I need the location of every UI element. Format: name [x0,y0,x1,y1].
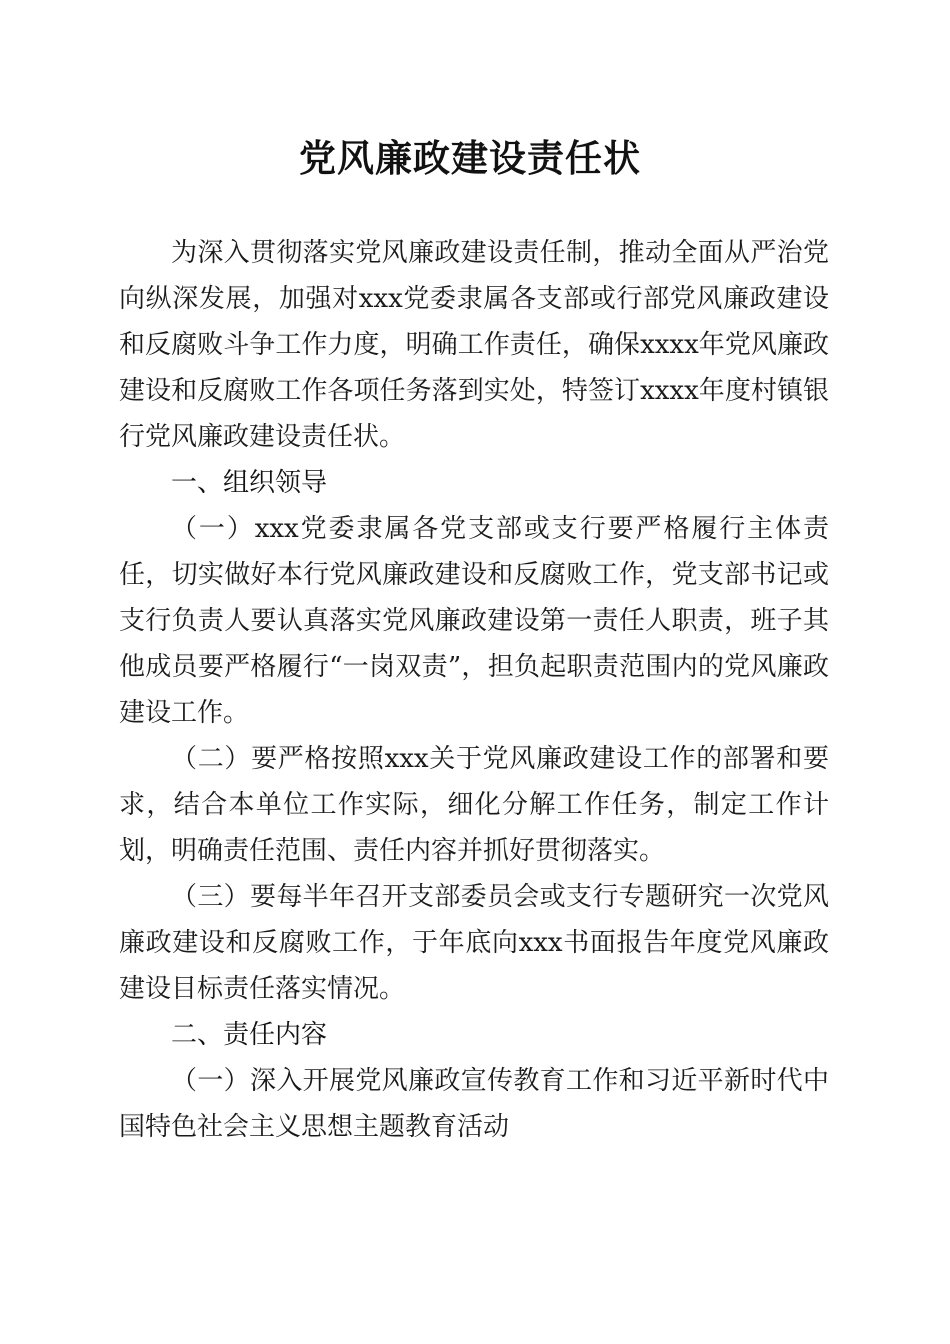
paragraph-item-3: （三）要每半年召开支部委员会或支行专题研究一次党风廉政建设和反腐败工作，于年底向xxx书面报告年度党风廉政建设目标责任落实情况。 [119,882,829,1004]
paragraph-item-2: （二）要严格按照xxx关于党风廉政建设工作的部署和要求，结合本单位工作实际，细化分解工作任务，制定工作计划，明确责任范围、责任内容并抓好贯彻落实。 [119,744,829,866]
paragraph-item-4: （一）深入开展党风廉政宣传教育工作和习近平新时代中国特色社会主义思想主题教育活动 [119,1066,829,1142]
paragraph-item-1: （一）xxx党委隶属各党支部或支行要严格履行主体责任，切实做好本行党风廉政建设和反腐败工作，党支部书记或支行负责人要认真落实党风廉政建设第一责任人职责，班子其他成员要严格履行“一岗双责”，担负起职责范围内的党风廉政建设工作。 [119,514,829,728]
section-heading-responsibilities: 二、责任内容 [171,1020,328,1050]
section-heading-organization: 一、组织领导 [171,468,328,498]
document-body [119,230,829,1150]
intro-paragraph: 为深入贯彻落实党风廉政建设责任制，推动全面从严治党向纵深发展，加强对xxx党委隶属各支部或行部党风廉政建设和反腐败斗争工作力度，明确工作责任，确保xxxx年党风廉政建设和反腐败工作各项任务落到实处，特签订xxxx年度村镇银行党风廉政建设责任状。 [119,238,829,452]
document-title: 党风廉政建设责任状 [299,136,641,180]
